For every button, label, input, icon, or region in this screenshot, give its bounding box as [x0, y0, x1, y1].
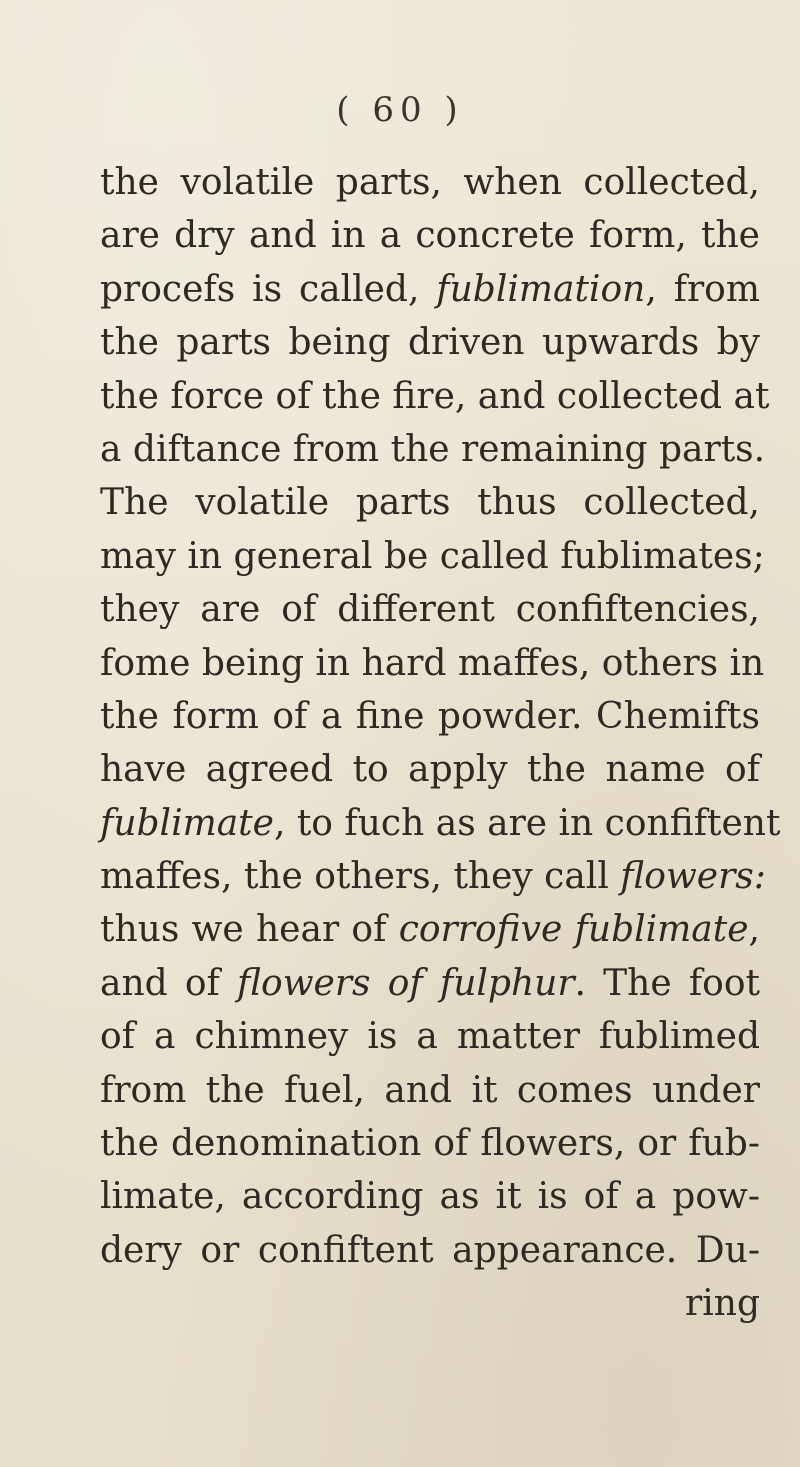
italic-text: fublimate [100, 802, 274, 844]
text-segment: the force of the fire, and collected at [100, 375, 770, 417]
body-text [100, 156, 781, 1331]
text-segment: from the fuel, and it comes under [100, 1069, 760, 1111]
text-line [100, 637, 765, 690]
text-segment: may in general be called fublimates; [100, 535, 765, 577]
page-number: ( 60 ) [336, 90, 464, 130]
text-segment: maffes, the others, they call [100, 856, 621, 898]
text-segment: have agreed to apply the name of [100, 749, 760, 791]
text-line [100, 316, 760, 369]
text-line [100, 370, 770, 423]
text-segment: the form of a fine powder. Chemifts [100, 695, 760, 737]
text-line [100, 903, 760, 956]
text-segment: , [748, 909, 760, 951]
text-segment: The volatile parts thus collected, [100, 482, 760, 524]
text-line [100, 1277, 760, 1330]
text-line [100, 797, 781, 850]
italic-text: corrofive fublimate [398, 909, 749, 951]
text-line [100, 1064, 760, 1117]
text-segment: . The foot [574, 962, 760, 1004]
text-segment: dery or confiftent appearance. Du- [100, 1229, 760, 1271]
text-line [100, 1224, 760, 1277]
italic-text: flowers of fulphur [237, 962, 575, 1004]
text-line [100, 957, 760, 1010]
text-segment: the volatile parts, when collected, [100, 162, 760, 203]
text-line [100, 690, 760, 743]
text-line [100, 476, 760, 529]
text-segment: and of [100, 962, 238, 1004]
text-line [100, 263, 760, 316]
italic-text: flowers: [620, 856, 766, 898]
text-segment: they are of different confiftencies, [100, 589, 760, 631]
text-line [100, 1010, 760, 1063]
text-line [100, 1170, 760, 1223]
text-line [100, 583, 760, 636]
text-segment: the denomination of flowers, or fub- [100, 1123, 760, 1165]
text-segment: procefs is called, [100, 268, 437, 310]
text-segment: thus we hear of [100, 909, 399, 951]
text-line [100, 850, 766, 903]
text-line [100, 156, 760, 209]
text-segment: limate, according as it is of a pow- [100, 1176, 760, 1218]
text-segment: a diftance from the remaining parts. [100, 428, 766, 470]
text-segment: are dry and in a concrete form, the [100, 215, 760, 257]
text-segment: the parts being driven upwards by [100, 322, 760, 364]
text-line [100, 530, 765, 583]
text-segment: ring [685, 1283, 760, 1325]
text-line [100, 743, 760, 796]
text-segment: , to fuch as are in confiftent [273, 802, 781, 844]
text-segment: fome being in hard maffes, others in [100, 642, 765, 684]
text-line [100, 1117, 760, 1170]
text-line [100, 423, 766, 476]
text-segment: , from [645, 268, 760, 310]
text-segment: of a chimney is a matter fublimed [100, 1016, 760, 1058]
italic-text: fublimation [436, 268, 646, 310]
text-line [100, 209, 760, 262]
